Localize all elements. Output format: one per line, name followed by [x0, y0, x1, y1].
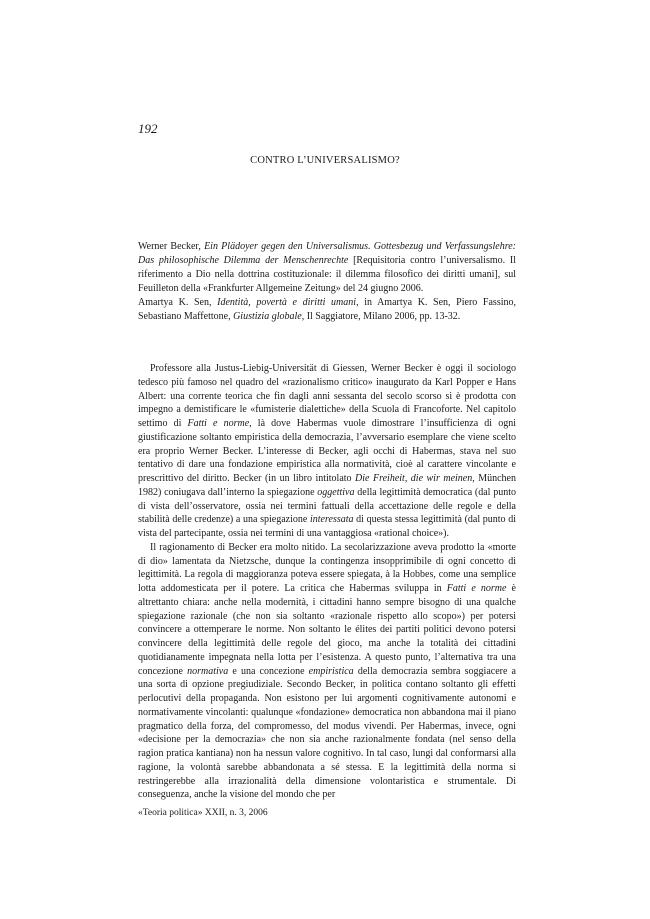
text-run: Professore alla Justus-Liebig-Universität di Giessen, Werner Becker è oggi il sociologo tedesco più famoso nel quadro del «razionalismo critico» inaugurato da Karl Popper e Hans Albert: una corrente teorica che fin dagli anni sessanta del secolo scorso si è prodotta con impegno a demistificare le «fumisterie dialettiche» della Scuola di Francoforte. Nel capitolo settimo di [138, 363, 516, 429]
page-number: 192 [138, 121, 158, 136]
text-run: della democrazia sembra soggiacere a una sorta di opzione pregiudiziale. Secondo Becker, in politica contano soltanto gli effetti perlocutivi della propaganda. Non esistono per lui argomenti cognitivamente autonomi e normativamente vincolanti: qualunque «fondazione» democratica non abbandona mai il piano pragmatico della forza, del compromesso, del modus vivendi. Per Habermas, invece, ogni «decisione per la democrazia» che non sia anche razionalmente fondata (nel senso della ragion pratica kantiana) non ha nessun valore cognitivo. In tal caso, lungi dal conformarsi alla ragione, la volontà sarebbe abbandonata a sé stessa. E la legittimità della norma si restringerebbe alla irrazionalità della dimensione volontaristica e strumentale. Di conseguenza, anche la visione del mondo che per [138, 665, 516, 801]
text-run: della legittimità democratica (dal punto di vista dell’osservatore, ossia nei termini fattuali della accettazione delle regole e della stabilità delle credenze) a una spiegazione [138, 486, 516, 526]
text-run: Il ragionamento di Becker era molto nitido. La secolarizzazione aveva prodotto la «morte di dio» lamentata da Nietzsche, dunque la contingenza insopprimibile di ogni concetto di legittimità. La regola di maggioranza poteva essere spiegata, à la Hobbes, come una semplice lotta addomesticata per il potere. La critica che Habermas sviluppa in [138, 541, 516, 594]
references-block [138, 240, 516, 324]
text-run-italic: Die Freiheit, die wir meinen [355, 473, 473, 484]
reference-entry [138, 296, 516, 324]
text-run-italic: Fatti e norme [187, 418, 250, 429]
text-run: e una concezione [228, 665, 309, 677]
text-run-italic: normativa [187, 665, 229, 677]
text-run: è altrettanto chiara: anche nella modernità, i cittadini hanno sempre bisogno di una qualche spiegazione razionale (che non sia soltanto «razionale rispetto allo scopo») per potersi convincere a ottemperare le norme. Non soltanto le élites dei partiti politici devono potersi convincere della legittimità delle regole del gioco, ma anche la totalità dei cittadini quotidianamente impegnata nella lotta per l’esistenza. A questo punto, l’alternativa tra una concezione [138, 583, 516, 677]
reference-author: Werner Becker, [138, 241, 205, 252]
reference-details: , in Amartya K. Sen, Piero Fassino, Sebastiano Maffettone, [138, 297, 516, 322]
text-run-italic: empiristica [308, 665, 354, 677]
paragraph [138, 541, 516, 802]
reference-details: [Requisitoria contro l’universalismo. Il riferimento a Dio nella dottrina costituzionale: il dilemma filosofico dei diritti umani], sul Feuilleton della «Frankfurter Allgemeine Zeitung» del 24 giugno 2006. [138, 255, 516, 294]
reference-title: Identità, povertà e diritti umani [217, 297, 357, 308]
journal-footer: «Teoria politica» XXII, n. 3, 2006 [138, 808, 268, 818]
reference-author: Amartya K. Sen, [138, 297, 218, 308]
paragraph [138, 362, 516, 541]
text-run-italic: oggettiva [317, 486, 355, 498]
reference-title: Giustizia globale [233, 311, 302, 322]
text-run: , München 1982) coniugava dall’interno la spiegazione [138, 473, 516, 498]
running-title: CONTRO L’UNIVERSALISMO? [250, 155, 400, 166]
text-run: di questa stessa legittimità (dal punto di vista del partecipante, ossia nei termini di una vantaggiosa «rational choice»). [138, 514, 516, 539]
body-text [138, 362, 516, 802]
reference-details: , Il Saggiatore, Milano 2006, pp. 13-32. [301, 311, 461, 322]
reference-title: Ein Plädoyer gegen den Universalismus. Gottesbezug und Verfassungslehre: Das philosophische Dilemma der Menschenrechte [138, 241, 516, 266]
text-run: , là dove Habermas vuole dimostrare l’insufficienza di ogni giustificazione soltanto empiristica della democrazia, l’avversario esemplare che viene scelto era proprio Werner Becker. L’interesse di Becker, agli occhi di Habermas, stava nel suo tentativo di dare una fondazione empiristica alla normatività, cioè al carattere vincolante e prescrittivo del diritto. Becker (in un libro intitolato [138, 418, 516, 484]
text-run-italic: Fatti e norme [446, 583, 507, 594]
text-run-italic: interessata [310, 514, 354, 526]
reference-entry [138, 240, 516, 296]
